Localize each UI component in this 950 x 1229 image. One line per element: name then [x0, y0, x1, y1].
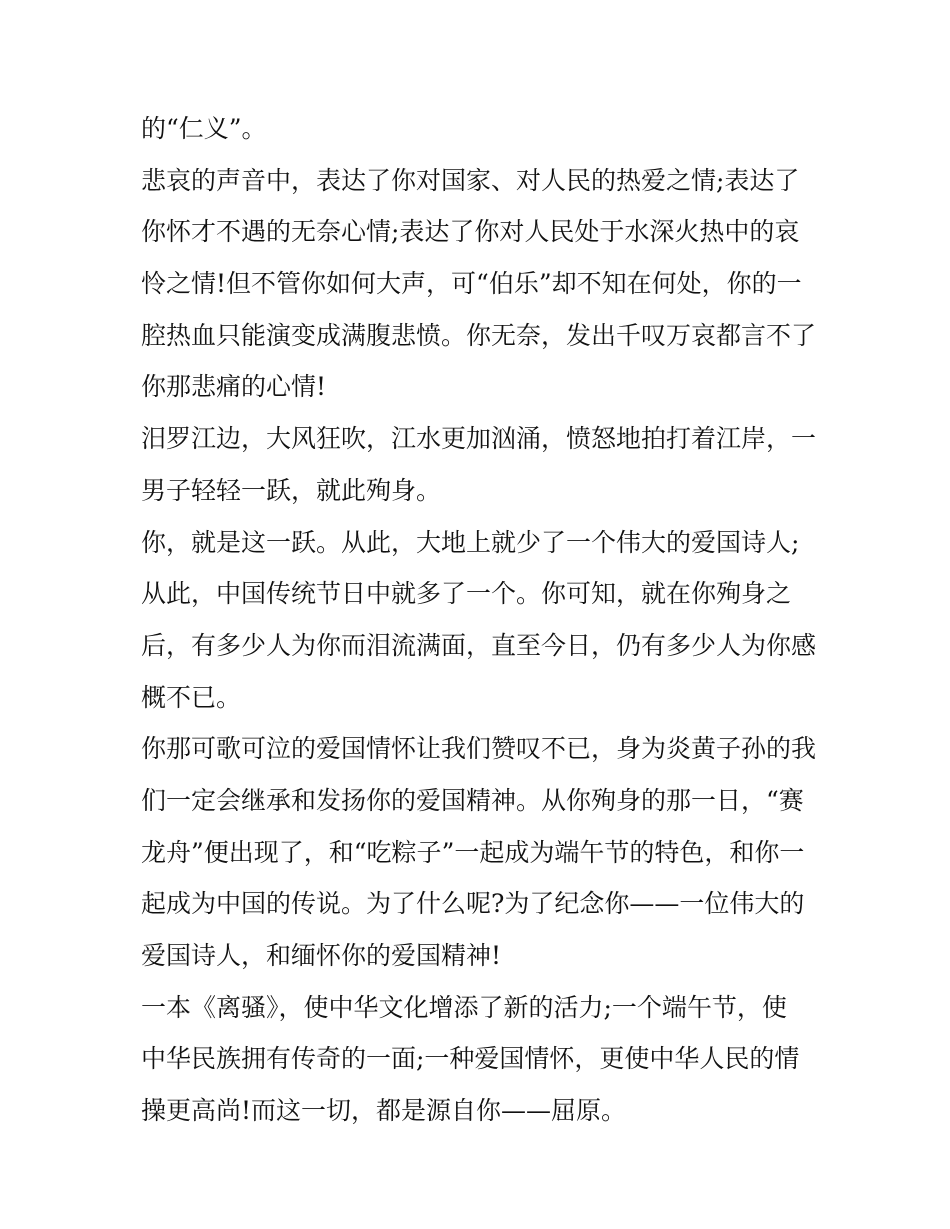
text-line: 中华民族拥有传奇的一面;一种爱国情怀，更使中华人民的情 [141, 1044, 800, 1074]
text-line: 的“仁义”。 [141, 114, 267, 143]
text-line: 汨罗江边，大风狂吹，江水更加汹涌，愤怒地拍打着江岸，一 [141, 424, 817, 454]
text-line: 后，有多少人为你而泪流满面，直至今日，仍有多少人为你感 [141, 630, 817, 660]
essay-body [141, 103, 821, 1137]
text-line: 们一定会继承和发扬你的爱国精神。从你殉身的那一日，“赛 [141, 785, 804, 815]
text-line: 起成为中国的传说。为了什么呢?为了纪念你——一位伟大的 [141, 889, 805, 919]
text-line: 你，就是这一跃。从此，大地上就少了一个伟大的爱国诗人; [141, 527, 800, 557]
text-line: 你那可歌可泣的爱国情怀让我们赞叹不已，身为炎黄子孙的我 [141, 734, 817, 764]
text-line: 龙舟”便出现了，和“吃粽子”一起成为端午节的特色，和你一 [141, 837, 805, 867]
text-line: 概不已。 [141, 682, 242, 712]
text-line: 爱国诗人，和缅怀你的爱国精神! [141, 941, 502, 970]
text-line: 操更高尚!而这一切，都是源自你——屈原。 [141, 1096, 627, 1126]
text-line: 你那悲痛的心情! [141, 372, 327, 402]
text-line: 一本《离骚》，使中华文化增添了新的活力;一个端午节，使 [141, 992, 787, 1022]
text-line: 腔热血只能演变成满腹悲愤。你无奈，发出千叹万哀都言不了 [141, 320, 817, 350]
text-line: 怜之情!但不管你如何大声，可“伯乐”却不知在何处，你的一 [141, 269, 802, 299]
text-line: 从此，中国传统节日中就多了一个。你可知，就在你殉身之 [141, 579, 792, 609]
text-line: 男子轻轻一跃，就此殉身。 [141, 475, 442, 505]
text-line: 你怀才不遇的无奈心情;表达了你对人民处于水深火热中的哀 [141, 217, 800, 247]
text-line: 悲哀的声音中，表达了你对国家、对人民的热爱之情;表达了 [141, 165, 800, 195]
